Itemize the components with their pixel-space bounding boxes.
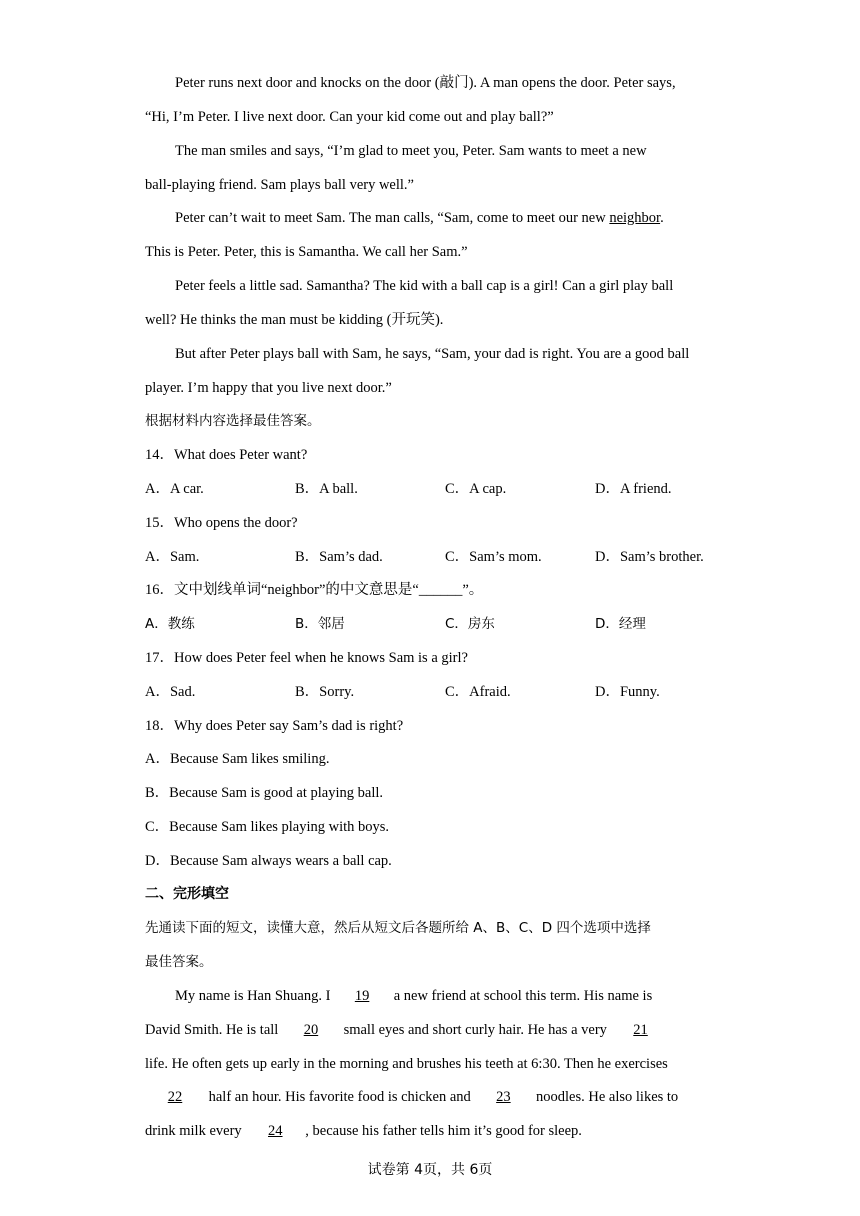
option-d[interactable]: D．Funny. — [595, 684, 660, 700]
section-heading: 二、完形填空 — [145, 886, 229, 902]
passage-line: Peter runs next door and knocks on the door (敲门). A man opens the door. Peter says, — [175, 75, 676, 91]
cloze-blank-20[interactable]: 20 — [303, 1022, 319, 1038]
option-c[interactable]: C．Afraid. — [445, 684, 511, 700]
cloze-line — [145, 1087, 678, 1107]
option-a[interactable]: A．Sam. — [145, 549, 200, 565]
passage-line: “Hi, I’m Peter. I live next door. Can your kid come out and play ball?” — [145, 109, 554, 125]
option-a[interactable]: A．Because Sam likes smiling. — [145, 751, 330, 767]
option-c[interactable]: C．Sam’s mom. — [445, 549, 542, 565]
cloze-blank-19[interactable]: 19 — [354, 988, 370, 1004]
cloze-text: noodles. He also likes to — [532, 1089, 679, 1105]
passage-line: But after Peter plays ball with Sam, he says, “Sam, your dad is right. You are a good ball — [175, 346, 690, 362]
cloze-text: , because his father tells him it’s good for sleep. — [305, 1123, 582, 1139]
cloze-line — [145, 1020, 671, 1040]
question-stem: 15．Who opens the door? — [145, 515, 298, 531]
cloze-text: My name is Han Shuang. I — [175, 988, 335, 1004]
option-b[interactable]: B．Because Sam is good at playing ball. — [145, 785, 384, 801]
passage-line — [175, 208, 664, 228]
option-b[interactable]: B．Sam’s dad. — [295, 549, 383, 565]
passage-line: well? He thinks the man must be kidding (开玩笑). — [145, 312, 444, 328]
option-b[interactable]: B．A ball. — [295, 481, 358, 497]
cloze-line — [175, 986, 652, 1006]
option-d[interactable]: D．Because Sam always wears a ball cap. — [145, 853, 392, 869]
section-intro: 最佳答案。 — [145, 954, 213, 970]
passage-text: Peter can’t wait to meet Sam. The man calls, “Sam, come to meet our new — [175, 210, 610, 226]
cloze-text: drink milk every — [145, 1123, 246, 1139]
section-intro: 先通读下面的短文，读懂大意，然后从短文后各题所给 A、B、C、D 四个选项中选择 — [145, 920, 651, 936]
option-c[interactable]: C．Because Sam likes playing with boys. — [145, 819, 390, 835]
option-c[interactable]: C．房东 — [445, 616, 495, 632]
cloze-text: small eyes and short curly hair. He has a very — [339, 1022, 611, 1038]
page-footer: 试卷第 4页，共 6页 — [367, 1162, 493, 1178]
cloze-text: David Smith. He is tall — [145, 1022, 282, 1038]
option-d[interactable]: D．Sam’s brother. — [595, 549, 704, 565]
cloze-text: half an hour. His favorite food is chicken and — [205, 1089, 475, 1105]
question-stem: 14．What does Peter want? — [145, 447, 308, 463]
passage-line: player. I’m happy that you live next door.” — [145, 380, 392, 396]
cloze-blank-22[interactable]: 22 — [167, 1089, 183, 1105]
question-stem: 16．文中划线单词“neighbor”的中文意思是“______”。 — [145, 582, 484, 598]
option-b[interactable]: B．Sorry. — [295, 684, 355, 700]
option-c[interactable]: C．A cap. — [445, 481, 507, 497]
question-stem: 17．How does Peter feel when he knows Sam is a girl? — [145, 650, 468, 666]
passage-line: This is Peter. Peter, this is Samantha. We call her Sam.” — [145, 244, 468, 260]
cloze-text: life. He often gets up early in the morning and brushes his teeth at 6:30. Then he exercises — [145, 1056, 668, 1072]
cloze-blank-24[interactable]: 24 — [268, 1123, 283, 1139]
cloze-blank-23[interactable]: 23 — [496, 1089, 511, 1105]
question-stem: 18．Why does Peter say Sam’s dad is right? — [145, 718, 404, 734]
passage-line: Peter feels a little sad. Samantha? The kid with a ball cap is a girl! Can a girl play ball — [175, 278, 674, 294]
cloze-blank-21[interactable]: 21 — [633, 1022, 648, 1038]
cloze-text: a new friend at school this term. His name is — [390, 988, 653, 1004]
underlined-word: neighbor — [609, 210, 661, 226]
passage-text: . — [660, 210, 664, 226]
option-d[interactable]: D．经理 — [595, 616, 646, 632]
passage-line: The man smiles and says, “I’m glad to meet you, Peter. Sam wants to meet a new — [175, 143, 647, 159]
passage-line: ball-playing friend. Sam plays ball very well.” — [145, 177, 414, 193]
option-a[interactable]: A．Sad. — [145, 684, 196, 700]
cloze-line — [145, 1054, 668, 1074]
option-d[interactable]: D．A friend. — [595, 481, 672, 497]
option-b[interactable]: B．邻居 — [295, 616, 345, 632]
option-a[interactable]: A．教练 — [145, 616, 195, 632]
option-a[interactable]: A．A car. — [145, 481, 204, 497]
instruction: 根据材料内容选择最佳答案。 — [145, 413, 321, 429]
cloze-line — [145, 1121, 582, 1141]
